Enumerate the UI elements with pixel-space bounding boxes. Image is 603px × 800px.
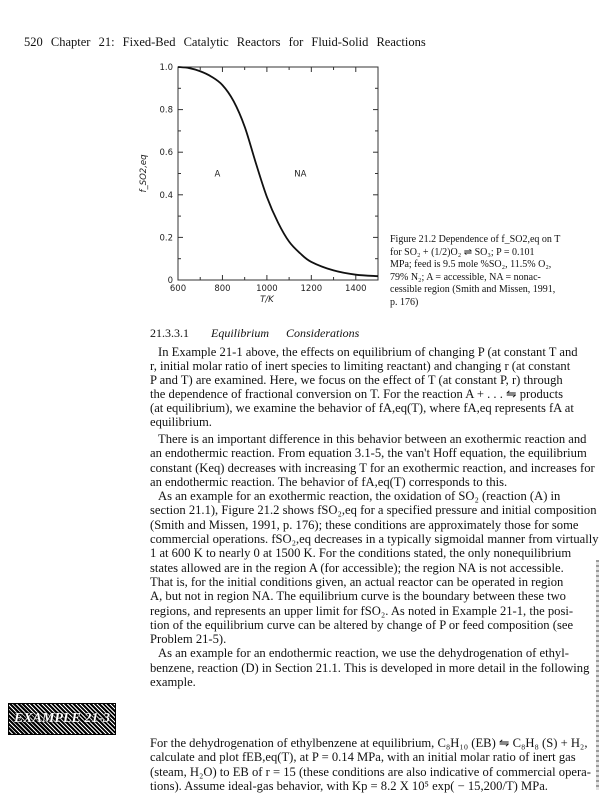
text-line: That is, for the initial conditions given, an actual reactor can be operated in region <box>150 574 564 589</box>
running-head: 520 Chapter 21: Fixed-Bed Catalytic Reactors for Fluid-Solid Reactions <box>24 35 426 49</box>
text-line: regions, and represents an upper limit for fSO₂. As noted in Example 21-1, the posi- <box>150 603 574 618</box>
text-line: r, initial molar ratio of inert species to limiting reactant) and changing r (at constant <box>150 359 571 373</box>
example-text <box>150 736 591 793</box>
caption-line: Figure 21.2 Dependence of f_SO2,eq on T <box>390 234 561 245</box>
caption-line: 79% N₂; A = accessible, NA = nonac- <box>390 271 541 283</box>
y-tick-label: 0.2 <box>159 233 173 244</box>
section-title: Equilibrium Considerations <box>211 326 360 340</box>
plot-frame <box>178 67 378 280</box>
text-line: benzene, reaction (D) in Section 21.1. This is developed in more detail in the following <box>150 660 590 675</box>
caption-line: for SO₂ + (1/2)O₂ ⇌ SO₃; P = 0.101 <box>390 246 535 258</box>
text-line: tion of the equilibrium curve can be altered by change of P or feed composition (see <box>150 617 574 632</box>
section-number: 21.3.3.1 <box>150 326 189 340</box>
scan-edge-artifact <box>596 560 599 790</box>
x-tick-label: 800 <box>214 284 231 294</box>
equilibrium-curve <box>178 67 378 276</box>
text-line: P and T) are examined. Here, we focus on the effect of T (at constant P, r) through <box>150 373 563 387</box>
y-tick-label: 1.0 <box>159 63 173 73</box>
x-tick-label: 600 <box>169 284 187 294</box>
y-axis-label: f_SO2,eq <box>139 154 149 193</box>
paragraph-body <box>150 432 599 690</box>
paragraph-1 <box>150 345 578 429</box>
text-line: commercial operations. fSO₂,eq decreases in a typically sigmoidal manner from virtually <box>150 532 599 547</box>
caption-line: MPa; feed is 9.5 mole %SO₂, 11.5% O₂, <box>390 259 552 271</box>
text-line: equilibrium. <box>150 415 212 429</box>
region-label-nonaccessible: NA <box>294 169 307 180</box>
x-tick-label: 1400 <box>344 284 367 294</box>
y-tick-label: 0 <box>167 276 173 286</box>
section-heading <box>150 326 359 340</box>
figure-caption <box>390 234 595 310</box>
text-line: As an example for an endothermic reaction, we use the dehydrogenation of ethyl- <box>158 646 569 661</box>
example-badge: EXAMPLE 21-3 <box>8 703 116 735</box>
x-axis-label: T/K <box>260 295 274 305</box>
text-line: For the dehydrogenation of ethylbenzene at equilibrium, C₈H₁₀ (EB) ⇋ C₈H₈ (S) + H₂, <box>150 736 588 750</box>
text-line: constant (Keq) decreases with increasing T for an exothermic reaction, and increases for <box>150 460 595 475</box>
text-line: (steam, H₂O) to EB of r = 15 (these conditions are also indicative of commercial opera- <box>150 764 591 779</box>
text-line: (at equilibrium), we examine the behavior of fA,eq(T), where fA,eq represents fA at <box>150 401 574 415</box>
paragraph-4 <box>150 646 590 690</box>
text-line: tions). Assume ideal-gas behavior, with Kp = 8.2 X 10⁵ exp( − 15,200/T) MPa. <box>150 778 548 793</box>
y-tick-label: 0.4 <box>159 190 173 201</box>
caption-line: cessible region (Smith and Missen, 1991, <box>390 284 556 296</box>
text-line: There is an important difference in this behavior between an exothermic reaction and <box>158 432 587 446</box>
caption-line: p. 176) <box>390 296 419 308</box>
text-line: an endothermic reaction. From equation 3.1-5, the van't Hoff equation, the equilibrium <box>150 446 587 461</box>
text-line: Problem 21-5). <box>150 632 227 647</box>
x-tick-label: 1000 <box>256 284 278 294</box>
text-line: example. <box>150 675 196 690</box>
text-line: As an example for an exothermic reaction, the oxidation of SO₂ (reaction (A) in <box>158 489 561 504</box>
text-line: (Smith and Missen, 1991, p. 176); these conditions are approximately those for some <box>150 517 579 532</box>
text-line: calculate and plot fEB,eq(T), at P = 0.14 MPa, with an initial molar ratio of inert gas <box>150 750 576 765</box>
text-line: In Example 21-1 above, the effects on equilibrium of changing P (at constant T and <box>158 345 578 359</box>
region-label-accessible: A <box>214 169 221 180</box>
text-line: the dependence of fractional conversion on T. For the reaction A + . . . ⇋ products <box>150 387 564 401</box>
text-line: section 21.1), Figure 21.2 shows fSO₂,eq for a specified pressure and initial composition <box>150 503 597 518</box>
text-line: A, but not in region NA. The equilibrium curve is the boundary between these two <box>150 589 566 604</box>
y-tick-label: 0.6 <box>159 148 173 159</box>
y-tick-label: 0.8 <box>159 105 173 116</box>
text-line: 1 at 600 K to nearly 0 at 1500 K. For the conditions stated, the only nonequilibrium <box>150 546 572 561</box>
paragraph-2 <box>150 432 595 489</box>
equilibrium-chart <box>130 55 390 310</box>
text-line: an endothermic reaction. The behavior of fA,eq(T) corresponds to this. <box>150 474 508 489</box>
paragraph-3 <box>150 489 599 647</box>
x-tick-label: 1200 <box>300 284 323 294</box>
text-line: states allowed are in the region A (for accessible); the region NA is not accessible. <box>150 560 564 575</box>
